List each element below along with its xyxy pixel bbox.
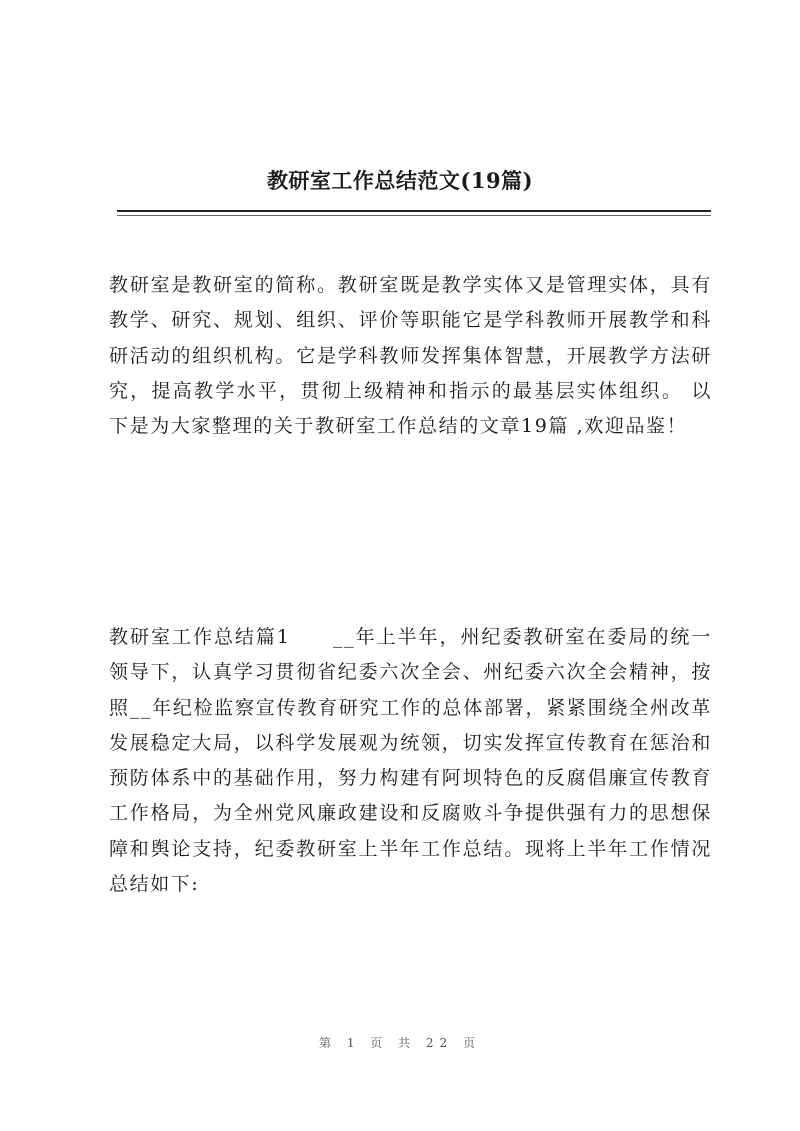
- document-title: 教研室工作总结范文(19篇): [266, 168, 534, 193]
- page-number-footer: 第 1 页 共 22 页: [319, 1036, 481, 1050]
- intro-paragraph: 教研室是教研室的简称。教研室既是教学实体又是管理实体，具有教学、研究、规划、组织、评价等职能它是学科教师开展教学和科研活动的组织机构。它是学科教师发挥集体智慧，开展教学方法研究，提高教学水平，贯彻上级精神和指示的最基层实体组织。 以下是为大家整理的关于教研室工作总结的文章19篇 ,欢迎品鉴！: [109, 274, 712, 438]
- title-divider: [117, 210, 711, 212]
- title-divider-thin: [117, 215, 711, 216]
- section-1-paragraph: 教研室工作总结篇1 __年上半年，州纪委教研室在委局的统一领导下，认真学习贯彻省纪委六次全会、州纪委六次全会精神，按照__年纪检监察宣传教育研究工作的总体部署，紧紧围绕全州改革发展稳定大局，以科学发展观为统领，切实发挥宣传教育在惩治和预防体系中的基础作用，努力构建有阿坝特色的反腐倡廉宣传教育工作格局，为全州党风廉政建设和反腐败斗争提供强有力的思想保障和舆论支持，纪委教研室上半年工作总结。现将上半年工作情况总结如下:: [109, 626, 712, 896]
